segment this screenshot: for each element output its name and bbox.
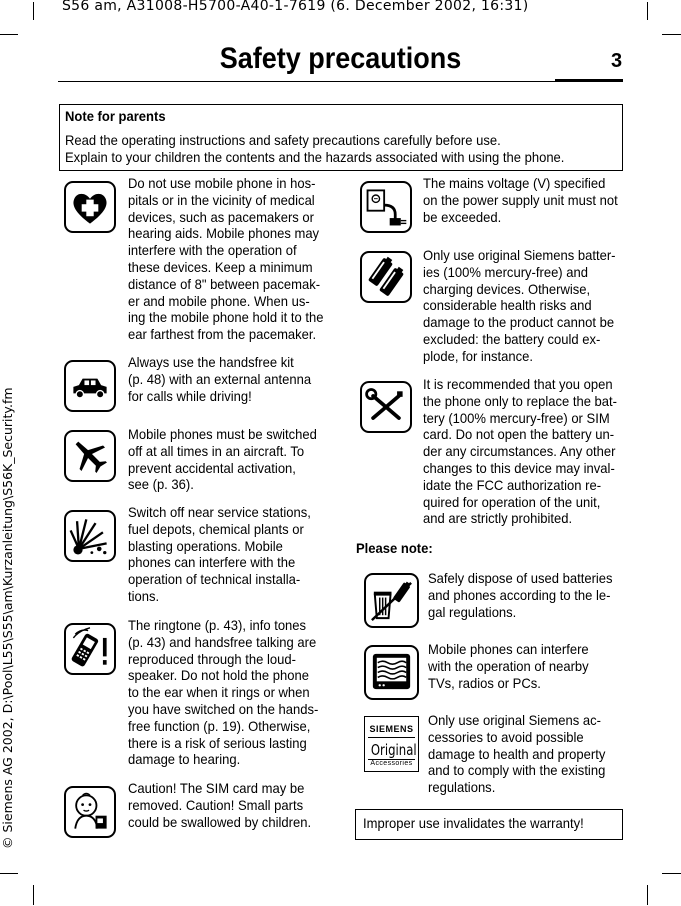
explosion-icon — [64, 510, 116, 562]
car-icon — [64, 360, 116, 412]
heart-cross-icon — [64, 181, 116, 233]
tv-icon — [364, 645, 419, 700]
crop-mark — [662, 34, 681, 35]
blasting-warning: Switch off near service stations, fuel depots, chemical plants or blasting operations. Mobile phones can interfere with the operation of technical installa- tions. — [128, 504, 311, 604]
note-heading: Note for parents — [65, 108, 166, 124]
disposal-note: Safely dispose of used batteries and phones according to the le- gal regulations. — [428, 570, 613, 620]
accessories-note: Only use original Siemens ac- cessories to avoid possible damage to health and property and to comply with the existing regulations. — [428, 712, 606, 796]
crop-mark — [33, 2, 34, 20]
running-head: S56 am, A31008-H5700-A40-1-7619 (6. December 2002, 16:31) — [62, 0, 529, 14]
driving-warning: Always use the handsfree kit (p. 48) with an external antenna for calls while driving! — [128, 354, 312, 404]
pacemaker-warning: Do not use mobile phone in hos- pitals or in the vicinity of medical devices, such as pacemakers or hearing aids. Mobile phones may interfere with the operation of these devices. Keep a minimum distance of 8" between pacemak- er and mobile phone. When us- ing the mobile phone hold it to the ear farthest from the pacemaker. — [128, 175, 324, 343]
note-text — [65, 132, 564, 166]
open-phone-warning: It is recommended that you open the phone only to replace the bat- tery (100% mercury-free) or SIM card. Do not open the battery un- der any circumstances. Any other changes to this device may inval- idate the FCC authorization re- quired for operation of the unit, and are strictly prohibited. — [423, 376, 617, 527]
crop-mark — [33, 885, 34, 905]
please-note-heading: Please note: — [356, 540, 433, 556]
crop-mark — [647, 885, 648, 905]
airplane-icon — [64, 430, 116, 482]
power-supply-icon — [360, 181, 412, 233]
page-number-rule — [555, 79, 623, 82]
crop-mark — [662, 873, 681, 874]
battery-warning: Only use original Siemens batter- ies (100% mercury-free) and charging devices. Otherwise, considerable health risks and damage to the product cannot be excluded: the battery could ex- plode, for instance. — [423, 247, 616, 364]
warranty-text: Improper use invalidates the warranty! — [363, 815, 584, 831]
page-title: Safety precautions — [219, 42, 462, 75]
tv-interference-note: Mobile phones can interfere with the operation of nearby TVs, radios or PCs. — [428, 641, 589, 691]
sim-card-warning: Caution! The SIM card may be removed. Caution! Small parts could be swallowed by children. — [128, 780, 312, 830]
voltage-warning: The mains voltage (V) specified on the power supply unit must not be exceeded. — [423, 175, 618, 225]
crop-mark — [0, 873, 18, 874]
page-number: 3 — [611, 50, 623, 72]
side-file-path: © Siemens AG 2002, D:\Pool\L55\S55\am\Kurzanleitung\S56K_Security.fm — [0, 387, 15, 849]
baby-sim-icon — [64, 786, 116, 838]
batteries-icon — [360, 251, 412, 303]
aircraft-warning: Mobile phones must be switched off at all times in an aircraft. To prevent accidental activation, see (p. 36). — [128, 426, 317, 493]
tools-crossed-icon — [360, 381, 412, 433]
note-line: Explain to your children the contents and the hazards associated with using the phone. — [65, 148, 565, 165]
note-line: Read the operating instructions and safety precautions carefully before use. — [65, 132, 501, 148]
crop-mark — [0, 34, 18, 35]
hearing-warning: The ringtone (p. 43), info tones (p. 43) and handsfree talking are reproduced through the loud- speaker. Do not hold the phone to the ear when it rings or when you have switched on the hands- free function (p. 19). Otherwise, there is a risk of serious lasting damage to hearing. — [128, 617, 319, 768]
crop-mark — [647, 2, 648, 20]
battery-disposal-icon — [364, 573, 419, 628]
ringing-phone-icon — [64, 623, 116, 675]
title-rule — [58, 81, 555, 82]
siemens-original-accessories-logo: SIEMENS Original Accessories — [364, 716, 419, 772]
